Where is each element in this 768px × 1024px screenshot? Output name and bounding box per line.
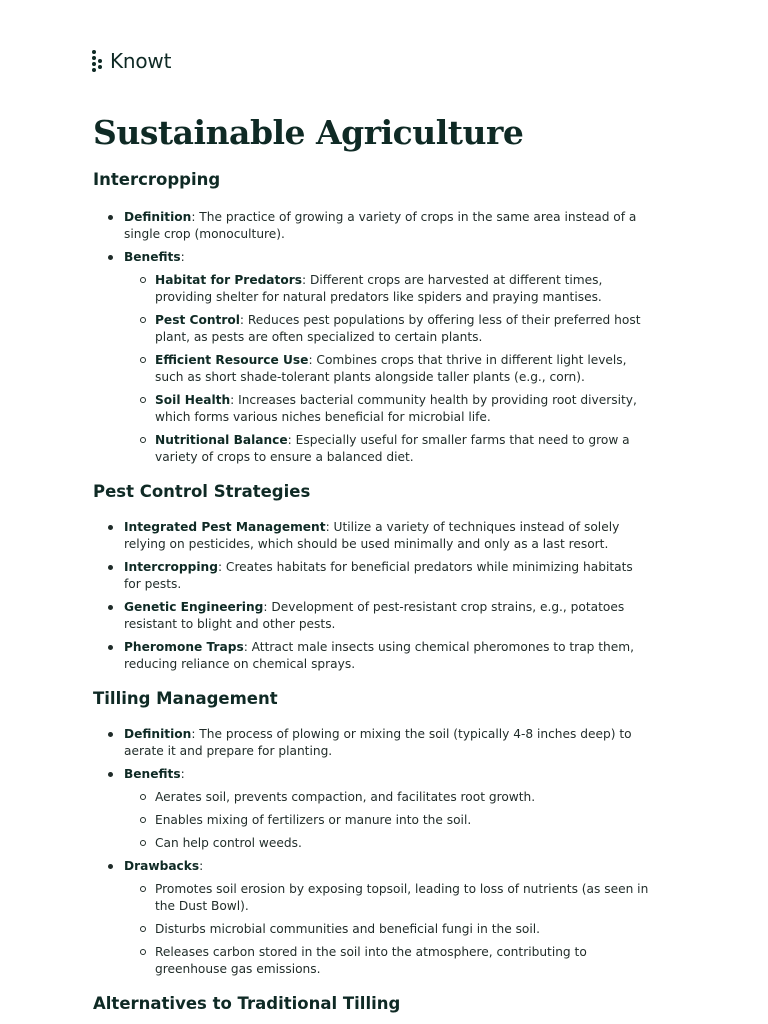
pest-control-list — [93, 519, 653, 673]
sublist-item — [124, 272, 653, 306]
document-content — [93, 170, 653, 1013]
item-text: : — [180, 250, 185, 264]
item-text: : Development of pest-resistant crop strains, e.g., potatoes resistant to blight and other pests. — [124, 600, 625, 631]
sublist-item — [124, 352, 653, 386]
list-item — [93, 519, 653, 553]
term: Soil Health — [155, 393, 231, 407]
benefits-sublist — [124, 272, 653, 466]
sublist-item: Can help control weeds. — [124, 835, 653, 852]
item-text: : Different crops are harvested at different times, providing shelter for natural predators like spiders and praying mantises. — [155, 273, 603, 304]
item-text: : Utilize a variety of techniques instead of solely relying on pesticides, which should be used minimally and only as a last resort. — [124, 520, 620, 551]
logo-text: Knowt — [110, 49, 172, 73]
term: Benefits — [124, 250, 181, 264]
term: Pest Control — [155, 313, 240, 327]
knowt-logo-icon — [92, 49, 104, 73]
item-text: : — [199, 859, 204, 873]
benefits-sublist — [124, 789, 653, 852]
item-text: : Reduces pest populations by offering less of their preferred host plant, as pests are often specialized to certain plants. — [155, 313, 641, 344]
item-text: : Creates habitats for beneficial predators while minimizing habitats for pests. — [124, 560, 633, 591]
item-text: : Especially useful for smaller farms that need to grow a variety of crops to ensure a balanced diet. — [155, 433, 630, 464]
list-item — [93, 209, 653, 243]
term: Efficient Resource Use — [155, 353, 309, 367]
sublist-item: Aerates soil, prevents compaction, and facilitates root growth. — [124, 789, 653, 806]
page-title: Sustainable Agriculture — [93, 113, 524, 152]
intercropping-list — [93, 209, 653, 466]
term: Habitat for Predators — [155, 273, 302, 287]
knowt-logo[interactable] — [92, 48, 171, 74]
term: Pheromone Traps — [124, 640, 244, 654]
item-text: : The process of plowing or mixing the soil (typically 4-8 inches deep) to aerate it and prepare for planting. — [124, 727, 632, 758]
term: Genetic Engineering — [124, 600, 264, 614]
list-item — [93, 559, 653, 593]
item-text: : Combines crops that thrive in different light levels, such as short shade-tolerant plants alongside taller plants (e.g., corn). — [155, 353, 627, 384]
term: Integrated Pest Management — [124, 520, 326, 534]
list-item — [93, 766, 653, 852]
sublist-item: Promotes soil erosion by exposing topsoil, leading to loss of nutrients (as seen in the Dust Bowl). — [124, 881, 653, 915]
term: Nutritional Balance — [155, 433, 288, 447]
sublist-item — [124, 392, 653, 426]
term: Definition — [124, 210, 192, 224]
item-text: : — [180, 767, 185, 781]
list-item — [93, 599, 653, 633]
sublist-item — [124, 432, 653, 466]
section-heading-pest-control: Pest Control Strategies — [93, 482, 311, 501]
sublist-item: Disturbs microbial communities and beneficial fungi in the soil. — [124, 921, 653, 938]
list-item — [93, 726, 653, 760]
list-item — [93, 858, 653, 978]
term: Intercropping — [124, 560, 218, 574]
sublist-item — [124, 312, 653, 346]
section-heading-tilling: Tilling Management — [93, 689, 278, 708]
sublist-item: Releases carbon stored in the soil into the atmosphere, contributing to greenhouse gas emissions. — [124, 944, 653, 978]
section-heading-intercropping: Intercropping — [93, 170, 221, 189]
list-item — [93, 639, 653, 673]
item-text: : Attract male insects using chemical pheromones to trap them, reducing reliance on chemical sprays. — [124, 640, 635, 671]
section-heading-alternatives: Alternatives to Traditional Tilling — [93, 994, 401, 1013]
item-text: : The practice of growing a variety of crops in the same area instead of a single crop (monoculture). — [124, 210, 637, 241]
list-item — [93, 249, 653, 466]
term: Drawbacks — [124, 859, 200, 873]
item-text: : Increases bacterial community health by providing root diversity, which forms various niches beneficial for microbial life. — [155, 393, 637, 424]
tilling-list — [93, 726, 653, 978]
drawbacks-sublist — [124, 881, 653, 978]
term: Benefits — [124, 767, 181, 781]
sublist-item: Enables mixing of fertilizers or manure into the soil. — [124, 812, 653, 829]
term: Definition — [124, 727, 192, 741]
